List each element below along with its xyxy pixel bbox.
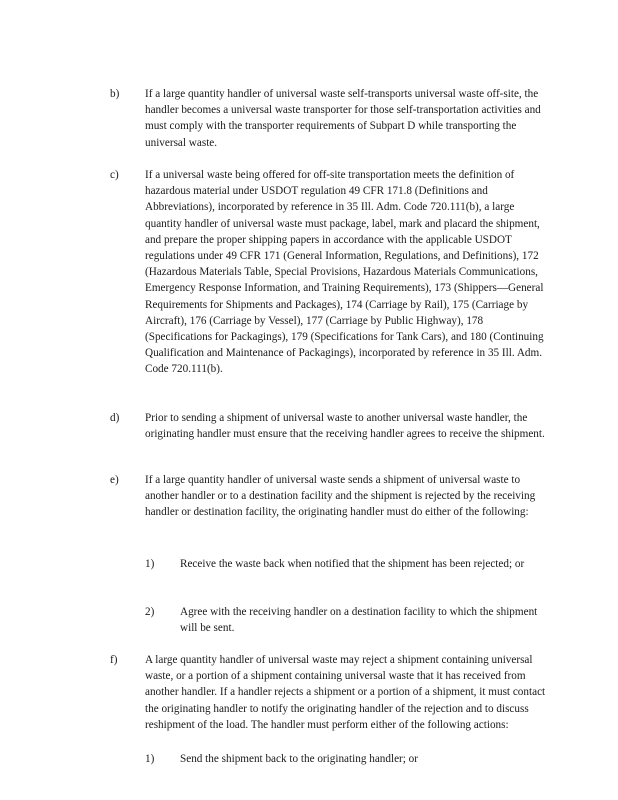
paragraph-text: If a large quantity handler of universal waste sends a shipment of universal waste to another handler or to a destination facility and the shipment is rejected by the receiving handler or destination facility, the originating handler must do either of the following: — [145, 474, 536, 519]
paragraph-text: Receive the waste back when notified that the shipment has been rejected; or — [180, 558, 525, 570]
paragraph-marker: c) — [110, 169, 119, 181]
paragraph-marker: f) — [110, 654, 118, 666]
paragraph-marker: b) — [110, 88, 120, 100]
paragraph-marker: 1) — [145, 558, 155, 570]
paragraph-text: If a large quantity handler of universal waste self-transports universal waste off-site, the handler becomes a universal waste transporter for those self-transportation activities and must comply with the transporter requirements of Subpart D while transporting the universal waste. — [145, 88, 541, 149]
paragraph-text: A large quantity handler of universal waste may reject a shipment containing universal waste, or a portion of a shipment containing universal waste that it has received from another handler. If a handler rejects a shipment or a portion of a shipment, it must contact the originating handler to notify the originating handler of the rejection and to discuss reshipment of the load. The handler must perform either of the following actions: — [145, 654, 546, 731]
paragraph-marker: d) — [110, 412, 120, 424]
paragraph-marker: e) — [110, 474, 119, 486]
paragraph-marker: 1) — [145, 753, 155, 765]
paragraph-text: Agree with the receiving handler on a destination facility to which the shipment will be sent. — [180, 606, 538, 635]
paragraph-marker: 2) — [145, 606, 155, 618]
paragraph-text: Prior to sending a shipment of universal waste to another universal waste handler, the originating handler must ensure that the receiving handler agrees to receive the shipment. — [145, 412, 545, 441]
paragraph-text: Send the shipment back to the originating handler; or — [180, 753, 418, 765]
paragraph-text: If a universal waste being offered for off-site transportation meets the definition of hazardous material under USDOT regulation 49 CFR 171.8 (Definitions and Abbreviations), incorporated by reference in 35 Ill. Adm. Code 720.111(b), a large quantity handler of universal waste must package, label, mark and placard the shipment, and prepare the proper shipping papers in accordance with the applicable USDOT regulations under 49 CFR 171 (General Information, Regulations, and Definitions), 172 (Hazardous Materials Table, Special Provisions, Hazardous Materials Communications, Emergency Response Information, and Training Requirements), 173 (Shippers—General Requirements for Shipments and Packages), 174 (Carriage by Rail), 175 (Carriage by Aircraft), 176 (Carriage by Vessel), 177 (Carriage by Public Highway), 178 (Specifications for Packagings), 179 (Specifications for Tank Cars), and 180 (Continuing Qualification and Maintenance of Packagings), incorporated by reference in 35 Ill. Adm. Code 720.111(b). — [145, 169, 544, 376]
